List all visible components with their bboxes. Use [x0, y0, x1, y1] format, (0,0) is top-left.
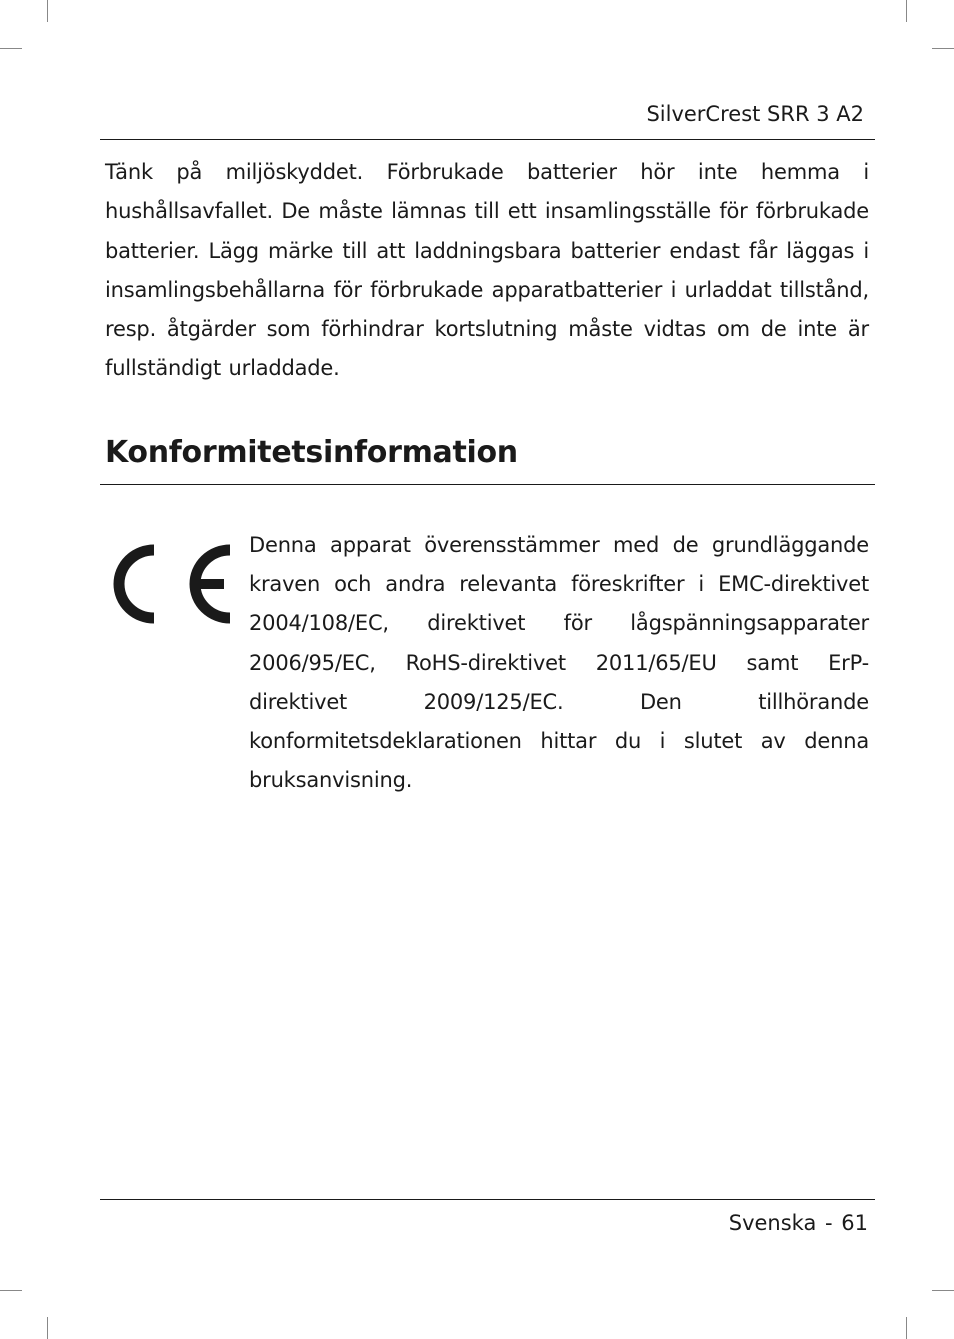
crop-mark-bottom-left	[47, 1317, 48, 1339]
section-rule	[100, 484, 875, 485]
ce-mark-icon	[108, 540, 234, 628]
crop-mark-top-left-h	[0, 48, 22, 49]
crop-mark-bottom-left-h	[0, 1290, 22, 1291]
conformity-paragraph: Denna apparat överensstämmer med de grundläggande kraven och andra relevanta föreskrifter i EMC-direktivet 2004/108/EC, direktivet för lågspänningsapparater 2006/95/EC, RoHS-direktivet 2011/65/EU samt ErP-direktivet 2009/125/EC. Den tillhörande konformitetsdeklarationen hittar du i slutet av denna bruksanvisning.	[249, 533, 869, 793]
section-title: Konformitetsinformation	[105, 435, 518, 470]
crop-mark-top-right-h	[932, 48, 954, 49]
page-header-product: SilverCrest SRR 3 A2	[646, 102, 864, 126]
page-footer: Svenska - 61	[728, 1211, 868, 1235]
crop-mark-top-right	[906, 0, 907, 22]
crop-mark-top-left	[47, 0, 48, 22]
footer-rule	[100, 1199, 875, 1200]
battery-disposal-paragraph: Tänk på miljöskyddet. Förbrukade batterier hör inte hemma i hushållsavfallet. De måste lämnas till ett insamlingsställe för förbrukade batterier. Lägg märke till att laddningsbara batterier endast får läggas i insamlingsbehållarna för förbrukade apparatbatterier i urladdat tillstånd, resp. åtgärder som förhindrar kortslutning måste vidtas om de inte är fullständigt urladdade.	[105, 160, 869, 381]
crop-mark-bottom-right	[906, 1317, 907, 1339]
crop-mark-bottom-right-h	[932, 1290, 954, 1291]
header-rule	[100, 139, 875, 140]
